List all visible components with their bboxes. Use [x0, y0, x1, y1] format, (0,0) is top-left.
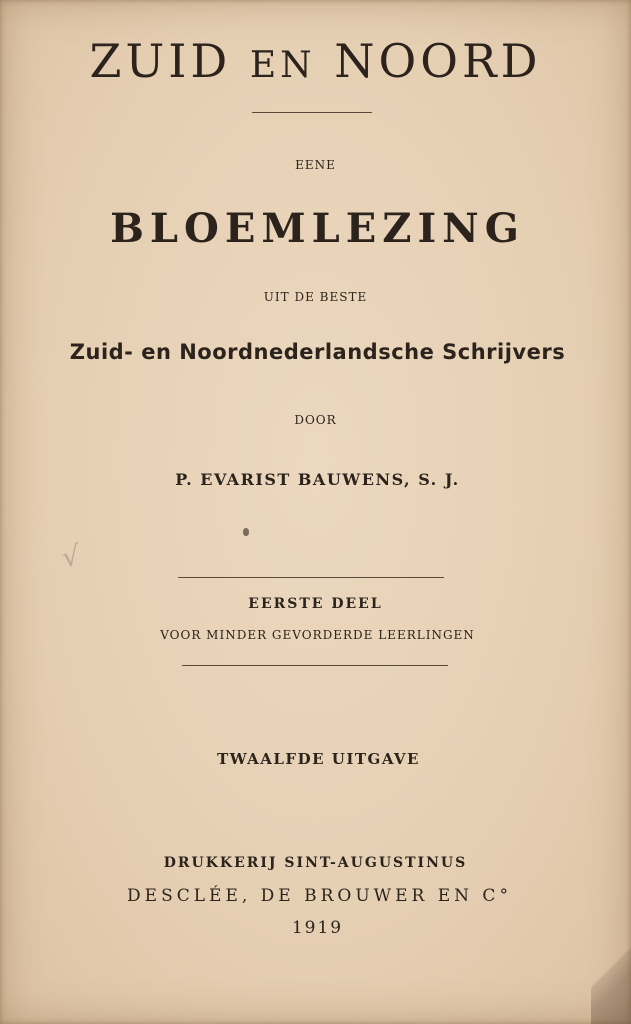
publication-year: 1919: [291, 918, 344, 938]
subtitle-main: Zuid- en Noordnederlandsche Schrijvers: [69, 340, 566, 364]
ornament-dot: [243, 528, 249, 536]
author-name: P. EVARIST BAUWENS, S. J.: [175, 470, 460, 489]
title-rule: [252, 112, 372, 113]
title-word-noord: NOORD: [334, 34, 542, 88]
worn-corner: [591, 934, 631, 1024]
audience-label: VOOR MINDER GEVORDERDE LEERLINGEN: [160, 628, 475, 642]
publisher-name: DESCLÉE, DE BROUWER EN C°: [127, 886, 512, 906]
printer-name: DRUKKERIJ SINT-AUGUSTINUS: [163, 855, 468, 871]
subtitle-mid: UIT DE BESTE: [263, 290, 368, 304]
by-label: DOOR: [294, 413, 337, 427]
subtitle-pre: EENE: [295, 158, 336, 172]
main-title: BLOEMLEZING: [110, 205, 525, 252]
volume-label: EERSTE DEEL: [248, 596, 383, 612]
volume-rule-bottom: [182, 665, 448, 666]
edition-label: TWAALFDE UITGAVE: [217, 750, 420, 768]
title-word-zuid: ZUID: [89, 34, 232, 88]
title-word-en: EN: [249, 45, 316, 86]
volume-rule-top: [178, 577, 444, 578]
pencil-mark-icon: √: [59, 538, 83, 575]
book-title: [0, 34, 631, 88]
